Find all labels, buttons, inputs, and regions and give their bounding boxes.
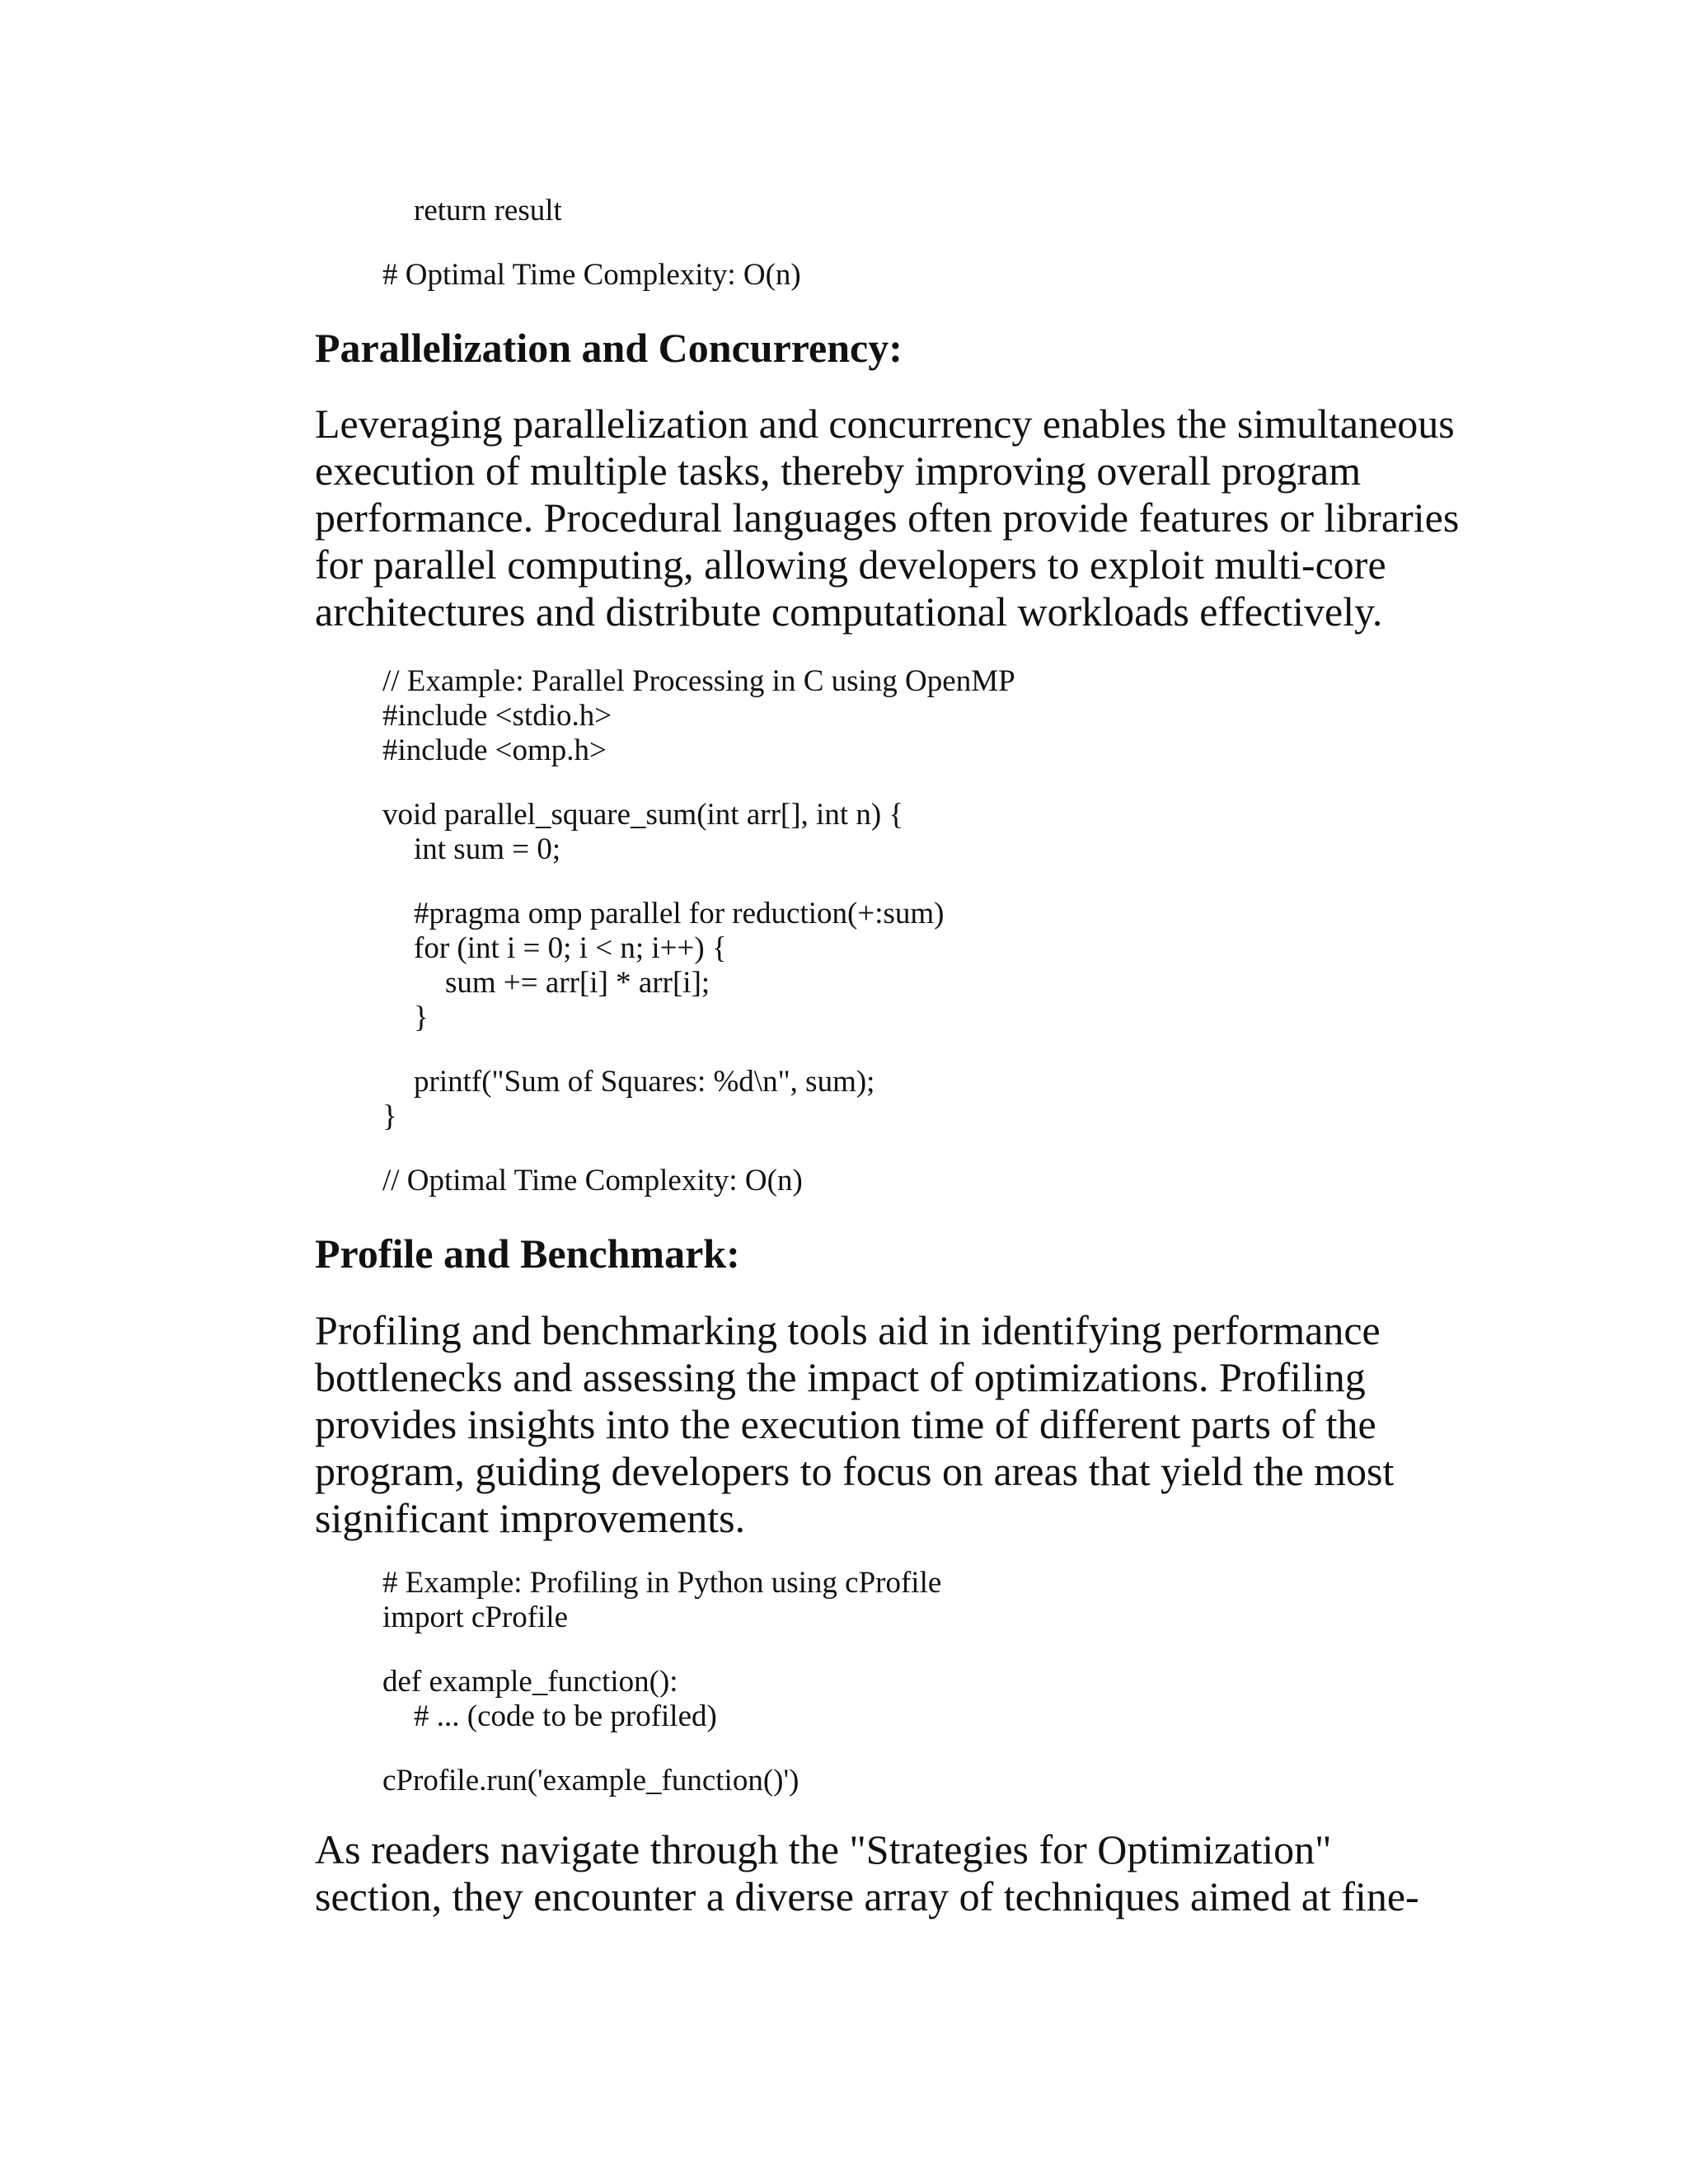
code-line: void parallel_square_sum(int arr[], int n) { xyxy=(382,798,904,832)
code-line: sum += arr[i] * arr[i]; xyxy=(445,966,710,1000)
code-line: #pragma omp parallel for reduction(+:sum) xyxy=(414,897,945,930)
code-comment-complexity: # Optimal Time Complexity: O(n) xyxy=(382,258,801,292)
paragraph-line: program, guiding developers to focus on areas that yield the most xyxy=(315,1448,1395,1494)
paragraph-closing xyxy=(315,1826,1469,1920)
code-line: // Example: Parallel Processing in C using OpenMP xyxy=(382,664,1015,698)
paragraph-profile xyxy=(315,1307,1469,1542)
code-line: } xyxy=(414,1001,429,1034)
paragraph-line: Leveraging parallelization and concurrency enables the simultaneous xyxy=(315,401,1455,447)
code-line: #include <omp.h> xyxy=(382,733,607,767)
paragraph-line: execution of multiple tasks, thereby improving overall program xyxy=(315,448,1362,494)
paragraph-line: section, they encounter a diverse array of techniques aimed at fine- xyxy=(315,1873,1419,1919)
paragraph-line: significant improvements. xyxy=(315,1495,746,1541)
code-line: int sum = 0; xyxy=(414,832,561,866)
code-comment-complexity: // Optimal Time Complexity: O(n) xyxy=(382,1164,803,1197)
paragraph-line: Profiling and benchmarking tools aid in identifying performance xyxy=(315,1307,1381,1353)
paragraph-line: bottlenecks and assessing the impact of optimizations. Profiling xyxy=(315,1354,1366,1400)
paragraph-parallelization xyxy=(315,401,1469,635)
paragraph-line: As readers navigate through the "Strategies for Optimization" xyxy=(315,1826,1332,1872)
section-heading-profile: Profile and Benchmark: xyxy=(315,1230,740,1277)
code-line-return: return result xyxy=(414,194,562,227)
code-line: } xyxy=(382,1099,397,1133)
paragraph-line: architectures and distribute computational workloads effectively. xyxy=(315,588,1383,635)
code-line: # ... (code to be profiled) xyxy=(414,1699,717,1733)
code-line: def example_function(): xyxy=(382,1665,678,1699)
code-line: import cProfile xyxy=(382,1601,569,1634)
code-line: printf("Sum of Squares: %d\n", sum); xyxy=(414,1065,875,1099)
paragraph-line: performance. Procedural languages often provide features or libraries xyxy=(315,494,1460,541)
code-line: cProfile.run('example_function()') xyxy=(382,1764,799,1797)
code-line: for (int i = 0; i < n; i++) { xyxy=(414,931,727,965)
section-heading-parallelization: Parallelization and Concurrency: xyxy=(315,325,903,371)
paragraph-line: for parallel computing, allowing developers to exploit multi-core xyxy=(315,541,1386,588)
paragraph-line: provides insights into the execution time of different parts of the xyxy=(315,1401,1376,1447)
code-line: #include <stdio.h> xyxy=(382,699,612,733)
code-line: # Example: Profiling in Python using cProfile xyxy=(382,1566,942,1600)
